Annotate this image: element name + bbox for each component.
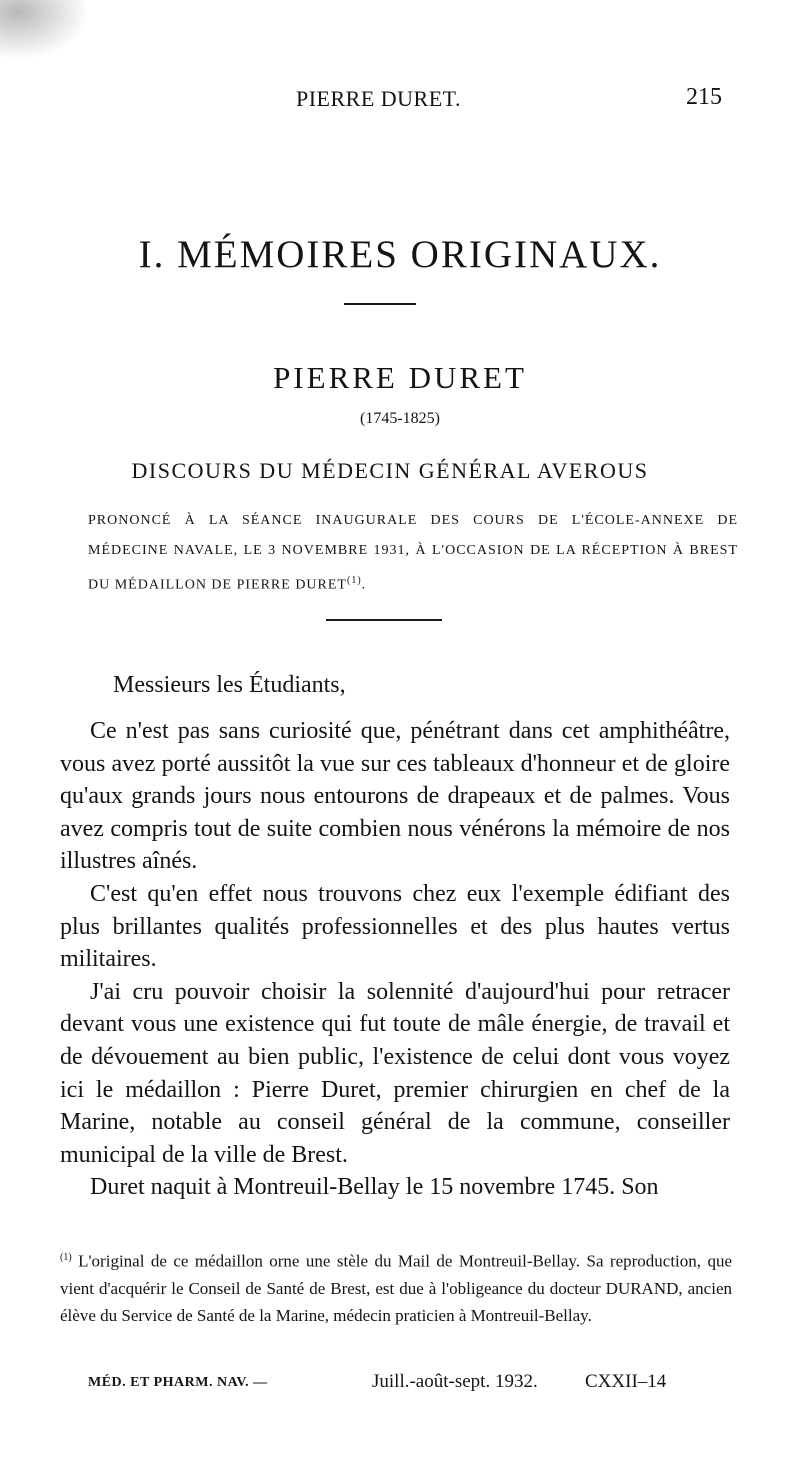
page-footer [88,1371,738,1399]
footnote-ref[interactable]: (1) [346,575,362,586]
paragraph: Ce n'est pas sans curiosité que, pénétrant dans cet amphithéâtre, vous avez porté aussitôt la vue sur ces tableaux d'honneur et de gloire qu'aux grands jours nous entourons de drapeaux et de palmes. Vous avez compris tout de suite combien nous vénérons la mémoire de nos illustres aînés. [60,718,730,875]
scan-smudge [0,0,90,60]
article-subtitle: DISCOURS DU MÉDECIN GÉNÉRAL AVEROUS [131,458,649,483]
body-text [60,715,730,1204]
journal-name: MÉD. ET PHARM. NAV. — [88,1375,268,1390]
section-title: I. MÉMOIRES ORIGINAUX. [138,233,662,276]
occasion-text: PRONONCÉ À LA SÉANCE INAUGURALE DES COURS DE L'ÉCOLE-ANNEXE DE MÉDECINE NAVALE, LE 3 NOVEMBRE 1931, À L'OCCASION DE LA RÉCEPTION À BREST DU MÉDAILLON DE PIERRE DURET [88,513,738,593]
article-dates: (1745-1825) [360,410,440,427]
divider-rule [344,303,416,305]
paragraph: C'est qu'en effet nous trouvons chez eux l'exemple édifiant des plus brillantes qualités professionnelles et des plus hautes vertus militaires. [60,880,730,973]
issue-date: Juill.-août-sept. 1932. [372,1371,538,1392]
page-number: 215 [686,84,722,110]
occasion-end: . [361,577,367,593]
running-head-title: PIERRE DURET. [296,86,461,111]
paragraph: Duret naquit à Montreuil-Bellay le 15 novembre 1745. Son [90,1174,659,1201]
paragraph: J'ai cru pouvoir choisir la solennité d'aujourd'hui pour retracer devant vous une existence qui fut toute de mâle énergie, de travail et de dévouement au bien public, l'existence de celui dont vous voyez ici le médaillon : Pierre Duret, premier chirurgien en chef de la Marine, notable au conseil général de la commune, conseiller municipal de la ville de Brest. [60,978,730,1168]
divider-rule [326,619,442,621]
footnote-text: L'original de ce médaillon orne une stèle du Mail de Montreuil-Bellay. Sa reproduction, que vient d'acquérir le Conseil de Santé de Brest, est due à l'obligeance du docteur DURAND, ancien élève du Service de Santé de la Marine, médecin praticien à Montreuil-Bellay. [60,1251,732,1325]
running-head [0,84,800,114]
salutation: Messieurs les Étudiants, [113,672,346,698]
article-occasion [88,506,738,601]
article-title: PIERRE DURET [273,360,527,395]
footnote [60,1244,732,1329]
footnote-marker: (1) [60,1252,72,1263]
signature-mark: CXXII–14 [585,1371,667,1392]
